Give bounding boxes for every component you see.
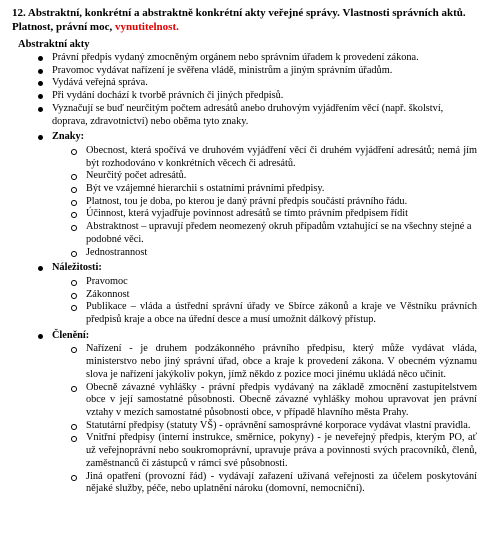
sub-list: [52, 343, 477, 495]
sub-list-item: Zákonnost: [66, 289, 477, 302]
main-list: [6, 52, 477, 496]
sub-list: [52, 145, 477, 259]
sub-list-item: Pravomoc: [66, 276, 477, 289]
list-item: Při vydání dochází k tvorbě právních či jiných předpisů.: [6, 90, 477, 103]
list-item: Vydává veřejná správa.: [6, 77, 477, 90]
sub-list-item: Abstraktnost – upravují předem neomezený okruh případům vztahující se na všechny stejné a podobné věci.: [66, 221, 477, 246]
group-nalezitosti: [6, 262, 477, 327]
group-label: Náležitosti:: [52, 262, 102, 274]
sub-list-item: Platnost, tou je doba, po kterou je daný právní předpis součástí právního řádu.: [66, 196, 477, 209]
list-item: Pravomoc vydávat nařízení je svěřena vládě, ministrům a jiným správním úřadům.: [6, 65, 477, 78]
group-znaky: [6, 131, 477, 259]
list-item: Právní předpis vydaný zmocněným orgánem nebo správním úřadem k provedení zákona.: [6, 52, 477, 65]
sub-list-item: Jiná opatření (provozní řád) - vydávají zařazení užívaná veřejnosti za účelem poskytování nějaké služby, péče, nebo uplatnění nároku (domovní, nemocniční).: [66, 471, 477, 496]
document-heading: [12, 6, 477, 34]
sub-list-item: Nařízení - je druhem podzákonného právního předpisu, který může vydávat vláda, ministerstvo nebo jiný správní úřad, obce a kraje k provedení zákona. V obecném významu slova je nařízení jakýkoliv pokyn, jímž někdo z pozice moci jinému ukládá něco učinit.: [66, 343, 477, 381]
group-label: Členění:: [52, 329, 90, 341]
sub-list-item: Být ve vzájemné hierarchii s ostatními právními předpisy.: [66, 183, 477, 196]
sub-list-item: Účinnost, která vyjadřuje povinnost adresátů se tímto právním předpisem řídit: [66, 208, 477, 221]
group-label: Znaky:: [52, 131, 85, 143]
heading-text: Abstraktní, konkrétní a abstraktně konkrétní akty veřejné správy. Vlastnosti správních aktů. Platnost, právní moc,: [12, 7, 466, 33]
heading-number: 12.: [12, 7, 26, 19]
list-item: Vyznačují se buď neurčitým počtem adresátů anebo druhovým vyjádřením věcí (např. školství, doprava, zdravotnictví) nebo oběma tyto znaky.: [6, 103, 477, 128]
heading-red-text: vynutitelnost.: [114, 21, 179, 33]
section-title: Abstraktní akty: [18, 39, 90, 50]
sub-list-item: Vnitřní předpisy (interní instrukce, směrnice, pokyny) - je neveřejný předpis, kterým PO, ať už veřejnoprávní nebo soukromoprávní, upravuje práva a povinnosti svých pracovníků, členů, zaměstnanců či zástupců v rámci své působnosti.: [66, 432, 477, 470]
sub-list-item: Neurčitý počet adresátů.: [66, 170, 477, 183]
sub-list-item: Obecnost, která spočívá ve druhovém vyjádření věcí či druhém vyjádření adresátů; nemá jím být rozhodováno v konkrétních věcech či adresátů.: [66, 145, 477, 170]
sub-list-item: Obecně závazné vyhlášky - právní předpis vydávaný na základě zmocnění zastupitelstvem obce v její samostatné působnosti. Obecně závazné vyhlášky mohou upravovat jen právní vztahy v mezích samostatné působnosti obce, v případě hlavního města Prahy.: [66, 382, 477, 420]
sub-list: [52, 276, 477, 327]
sub-list-item: Jednostrannost: [66, 247, 477, 260]
group-cleneni: [6, 330, 477, 496]
sub-list-item: Publikace – vláda a ústřední správní úřady ve Sbírce zákonů a kraje ve Věstníku právních předpisů kraje a obce na úřední desce a musí umožnit dálkový přístup.: [66, 301, 477, 326]
sub-list-item: Statutární předpisy (statuty VŠ) - oprávnění samosprávné korporace vydávat vlastní pravidla.: [66, 420, 477, 433]
